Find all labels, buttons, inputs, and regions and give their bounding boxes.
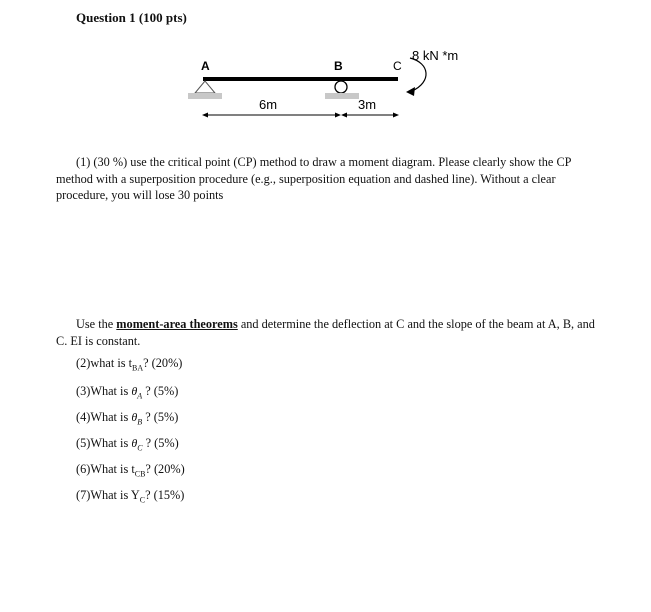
label-c: C — [393, 59, 402, 73]
roller-support-b — [335, 81, 347, 93]
intro-emphasis: moment-area theorems — [116, 317, 238, 331]
question-7-prefix: (7)What is Y — [76, 488, 140, 502]
question-6-suffix: ? (20%) — [145, 462, 185, 476]
question-5-suffix: ? (5%) — [142, 436, 179, 450]
beam-diagram — [0, 0, 651, 140]
question-5 — [76, 435, 179, 456]
question-2 — [76, 355, 182, 376]
dimension-arrowhead-c — [393, 113, 399, 118]
part1-instructions: (1) (30 %) use the critical point (CP) method to draw a moment diagram. Please clearly show the CP method with a superposition procedure (e.g., superposition equation and dashed line). Without a clear procedure, you will lose 30 points — [56, 155, 572, 202]
question-7-suffix: ? (15%) — [145, 488, 185, 502]
question-7-subscript: C — [139, 495, 146, 505]
question-4-suffix: ? (5%) — [142, 410, 179, 424]
dimension-arrowhead-a — [202, 113, 208, 118]
question-6 — [76, 461, 185, 482]
question-4 — [76, 409, 178, 430]
moment-label: 8 kN *m — [412, 48, 459, 63]
moment-area-intro — [56, 316, 601, 349]
theta-b-symbol: $\theta_B$ — [131, 410, 143, 427]
question-6-prefix: (6)What is t — [76, 462, 135, 476]
question-7 — [76, 487, 184, 508]
question-2-prefix: (2)what is t — [76, 356, 133, 370]
intro-after: and determine the deflection at C and the slope of the beam at A, B, and C. EI is constant. — [56, 317, 595, 348]
question-6-subscript: CB — [134, 469, 146, 479]
dimension-arrowhead-b-right — [341, 113, 347, 118]
ground-a — [188, 93, 222, 99]
beam — [203, 77, 398, 81]
pin-support-a — [195, 81, 215, 93]
theta-c-symbol: $\theta_C$ — [131, 436, 143, 453]
span-ab-label: 6m — [259, 97, 278, 112]
question-3-prefix: (3)What is — [76, 384, 132, 398]
intro-before: Use the — [76, 317, 117, 331]
question-2-suffix: ? (20%) — [143, 356, 183, 370]
dimension-arrowhead-b-left — [335, 113, 341, 118]
moment-arrowhead — [406, 87, 415, 96]
span-bc-label: 3m — [358, 97, 377, 112]
question-title: Question 1 (100 pts) — [76, 10, 187, 25]
question-3 — [76, 383, 178, 404]
question-3-suffix: ? (5%) — [142, 384, 179, 398]
ground-b — [325, 93, 359, 99]
question-4-prefix: (4)What is — [76, 410, 132, 424]
label-a: A — [201, 59, 210, 73]
theta-a-symbol: $\theta_A$ — [131, 384, 143, 401]
question-2-subscript: BA — [132, 363, 144, 373]
label-b: B — [334, 59, 343, 73]
question-5-prefix: (5)What is — [76, 436, 132, 450]
